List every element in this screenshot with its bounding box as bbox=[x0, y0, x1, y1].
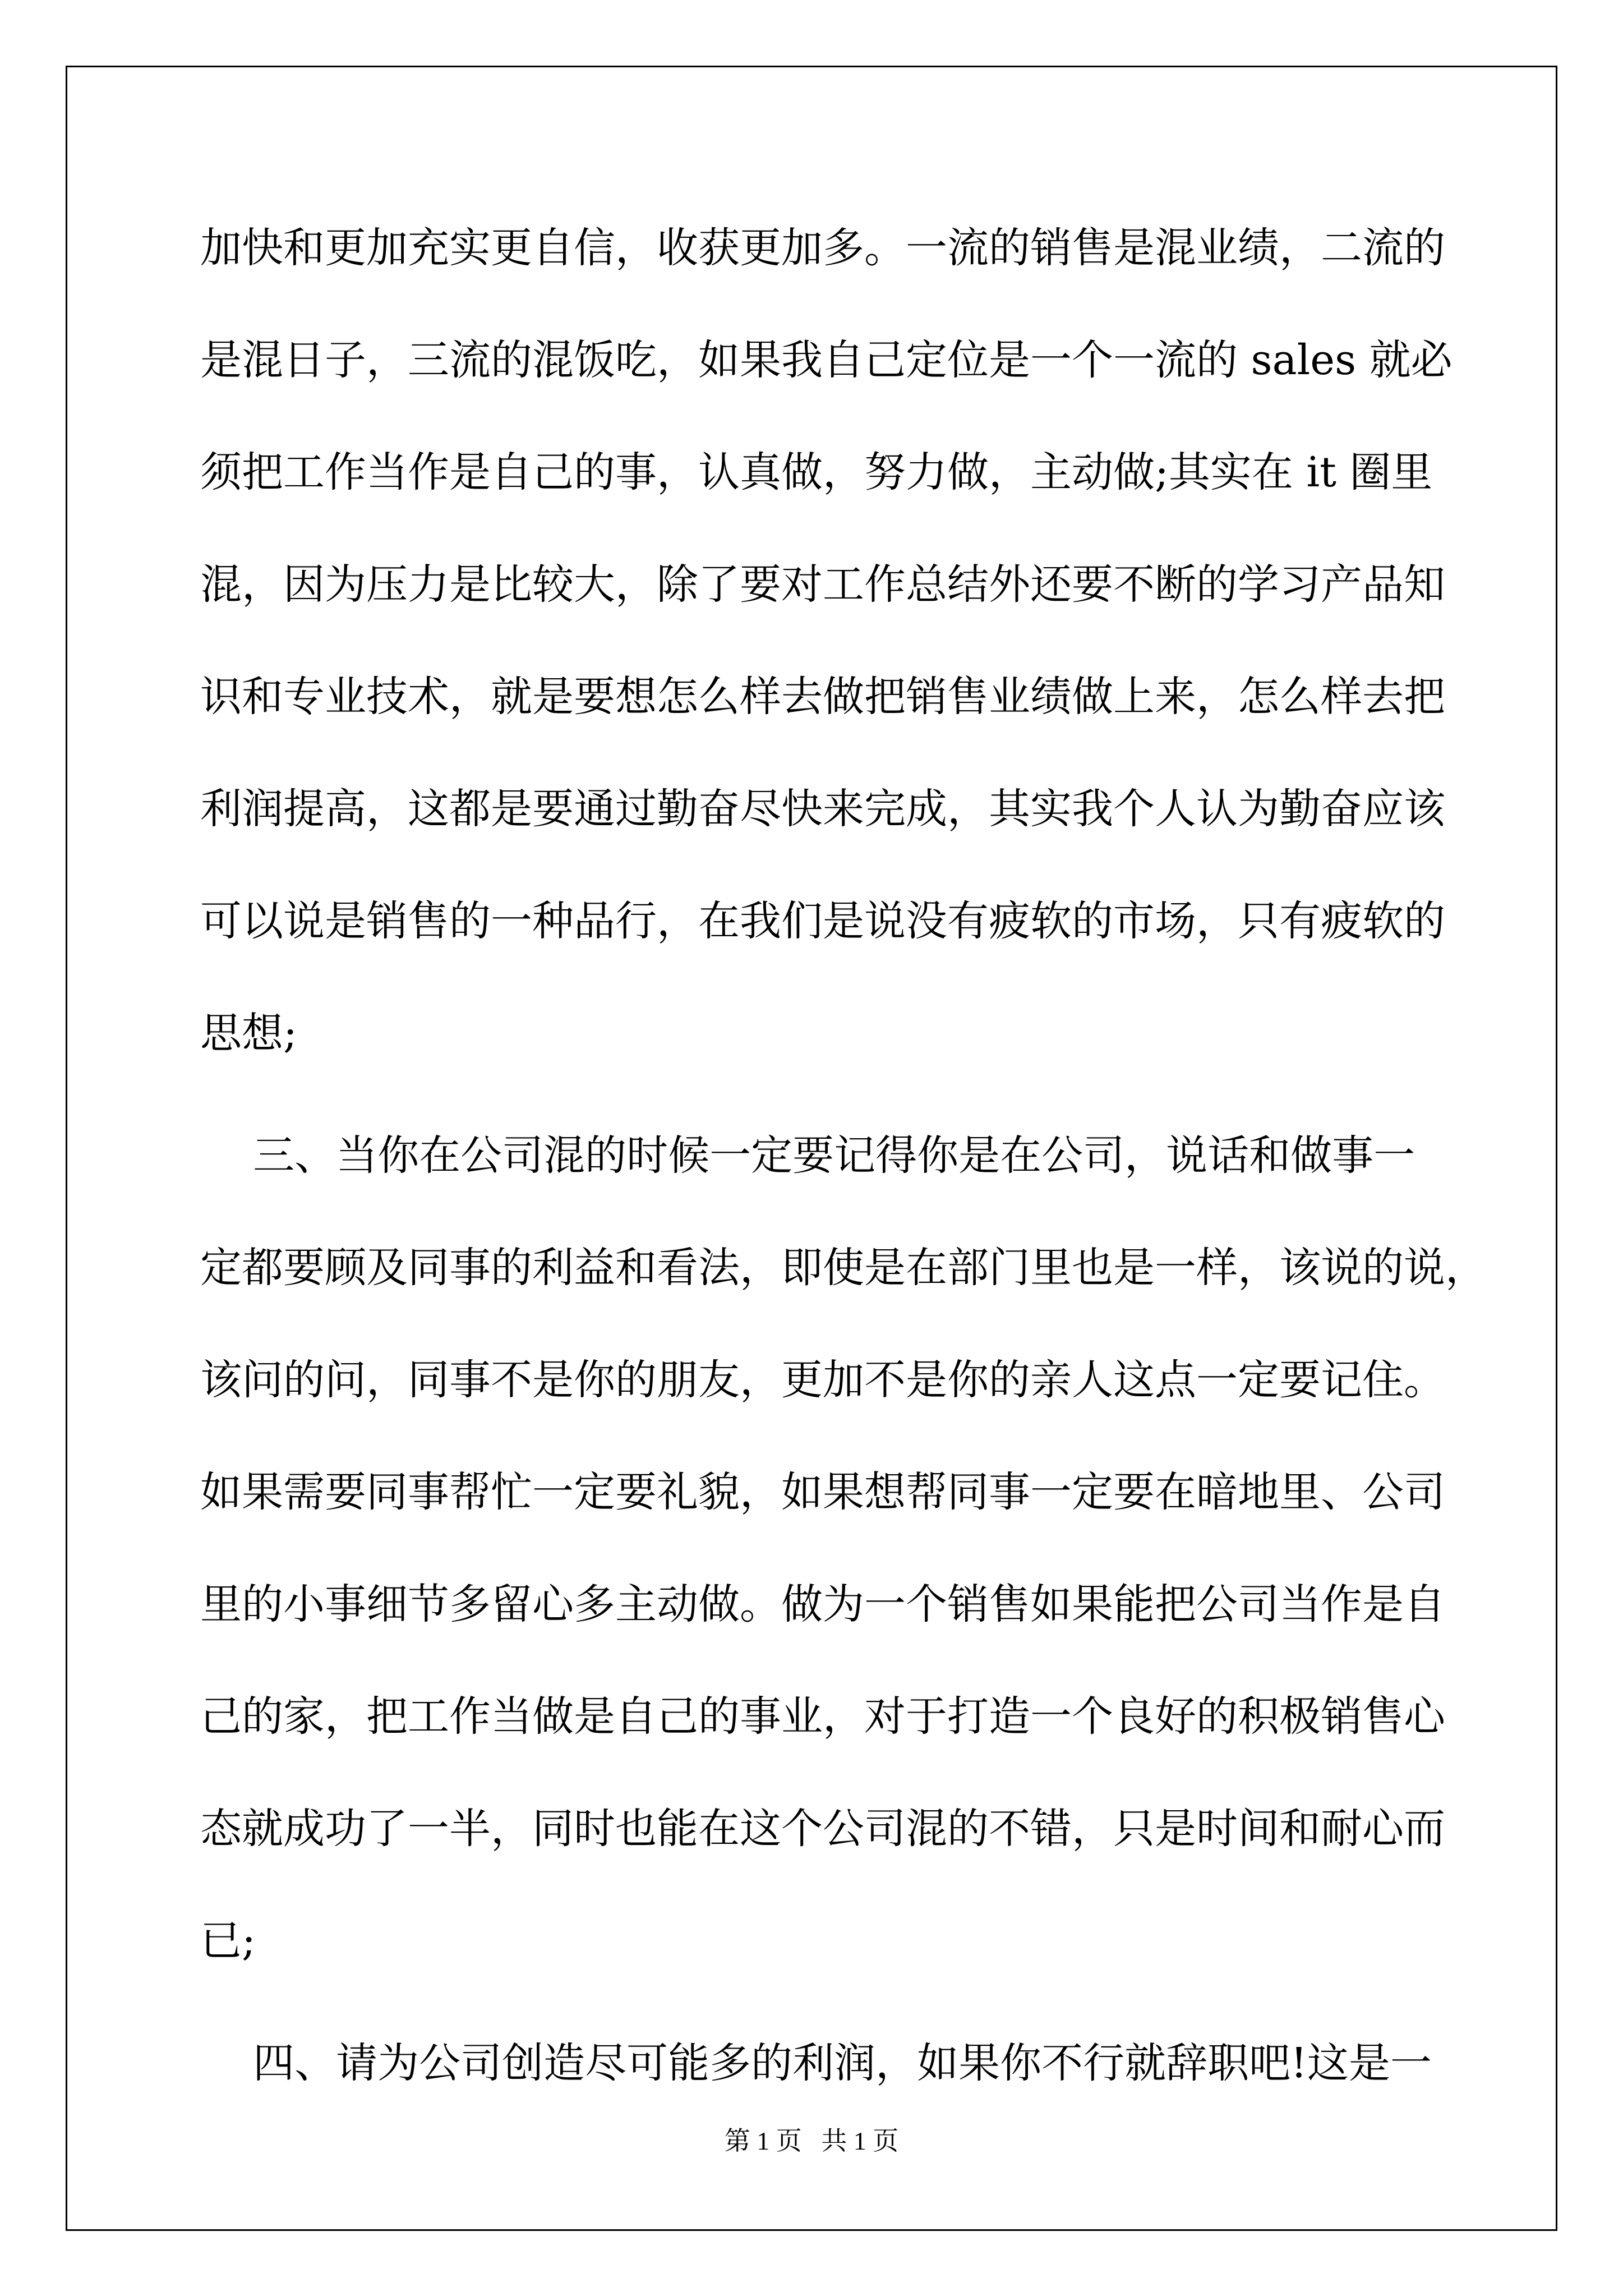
text-line-5: 识和专业技术，就是要想怎么样去做把销售业绩做上来，怎么样去把 bbox=[200, 673, 1445, 721]
text-line-12: 如果需要同事帮忙一定要礼貌，如果想帮同事一定要在暗地里、公司 bbox=[200, 1468, 1445, 1516]
text-line-14: 己的家，把工作当做是自己的事业，对于打造一个良好的积极销售心 bbox=[200, 1692, 1445, 1741]
page-footer: 第 1 页 共 1 页 bbox=[724, 2127, 899, 2155]
text-line-13: 里的小事细节多留心多主动做。做为一个销售如果能把公司当作是自 bbox=[200, 1580, 1445, 1628]
text-line-10: 定都要顾及同事的利益和看法，即使是在部门里也是一样，该说的说， bbox=[200, 1244, 1487, 1292]
text-line-8: 思想; bbox=[200, 1009, 297, 1057]
text-line-6: 利润提高，这都是要通过勤奋尽快来完成，其实我个人认为勤奋应该 bbox=[200, 785, 1445, 833]
text-line-9: 三、当你在公司混的时候一定要记得你是在公司，说话和做事一 bbox=[200, 1131, 1415, 1180]
text-line-15: 态就成功了一半，同时也能在这个公司混的不错，只是时间和耐心而 bbox=[200, 1805, 1445, 1853]
text-line-4: 混，因为压力是比较大，除了要对工作总结外还要不断的学习产品知 bbox=[200, 560, 1445, 609]
text-line-3: 须把工作当作是自己的事，认真做，努力做，主动做;其实在 it 圈里 bbox=[200, 448, 1433, 496]
text-line-2: 是混日子，三流的混饭吃，如果我自己定位是一个一流的 sales 就必 bbox=[200, 336, 1453, 384]
document-body bbox=[200, 209, 1487, 2136]
text-line-7: 可以说是销售的一种品行，在我们是说没有疲软的市场，只有疲软的 bbox=[200, 897, 1445, 945]
text-line-16: 已; bbox=[200, 1917, 256, 1965]
text-line-1: 加快和更加充实更自信，收获更加多。一流的销售是混业绩，二流的 bbox=[200, 224, 1445, 272]
text-line-11: 该问的问，同事不是你的朋友，更加不是你的亲人这点一定要记住。 bbox=[200, 1356, 1445, 1404]
text-line-17: 四、请为公司创造尽可能多的利润，如果你不行就辞职吧!这是一 bbox=[200, 2039, 1432, 2087]
